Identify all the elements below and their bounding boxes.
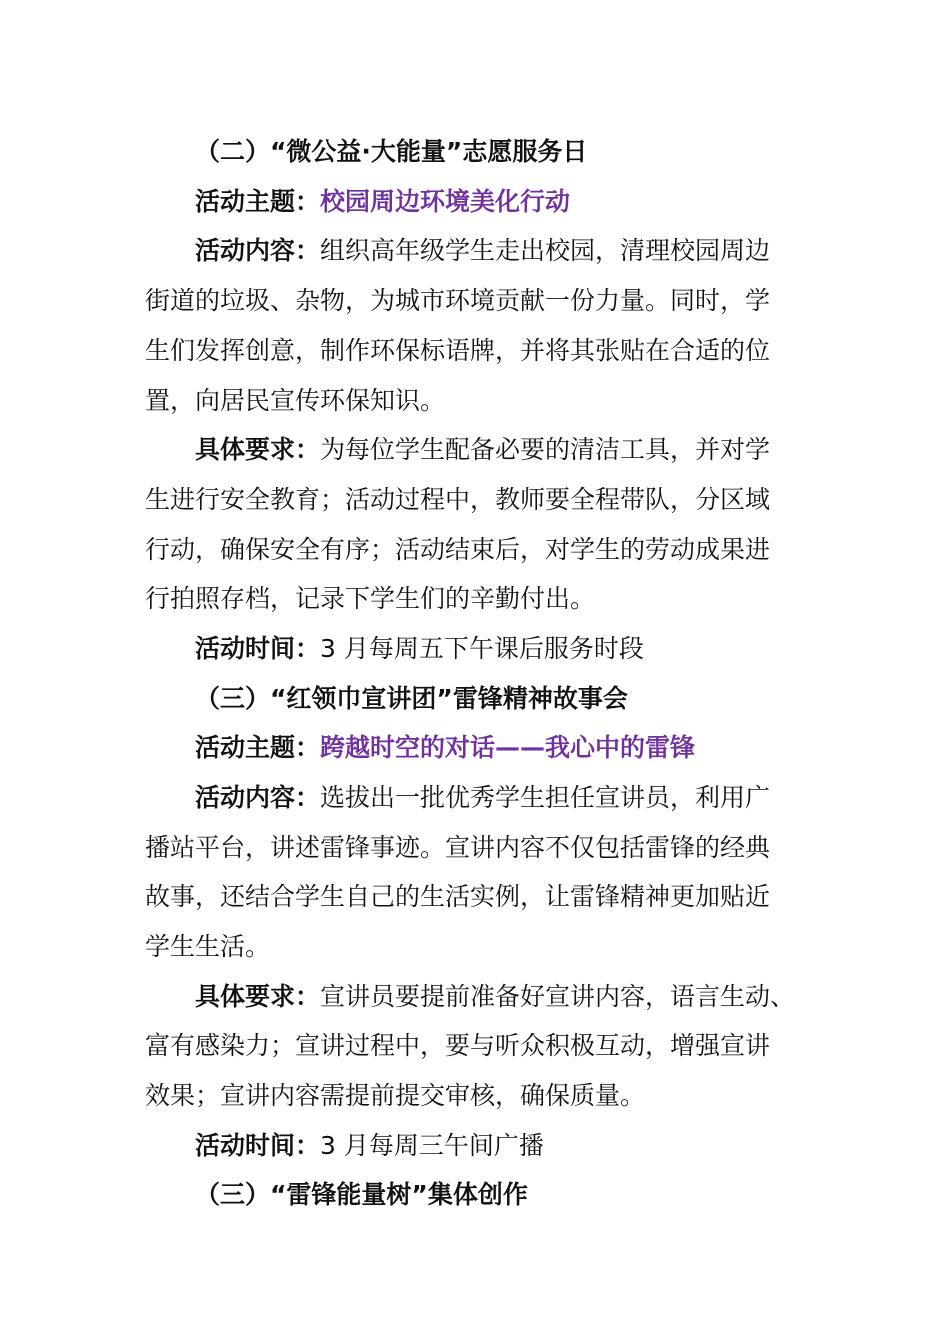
time-value: 3 月每周五下午课后服务时段 (320, 634, 644, 663)
theme-line (195, 731, 695, 765)
section-heading: （二）“微公益·大能量”志愿服务日 (195, 137, 588, 166)
content-text: 组织高年级学生走出校园，清理校园周边 (320, 236, 771, 265)
requirement-label: 具体要求： (195, 435, 321, 464)
time-label: 活动时间： (195, 634, 321, 663)
content-text: 播站平台，讲述雷锋事迹。宣讲内容不仅包括雷锋的经典 (145, 833, 771, 862)
content-text: 置，向居民宣传环保知识。 (145, 386, 446, 415)
requirement-text: 生进行安全教育；活动过程中，教师要全程带队，分区域 (145, 485, 771, 514)
content-line (195, 781, 770, 815)
requirement-text: 行动，确保安全有序；活动结束后，对学生的劳动成果进 (145, 535, 771, 564)
requirement-line (195, 980, 795, 1014)
theme-label: 活动主题： (195, 187, 321, 216)
requirement-label: 具体要求： (195, 982, 321, 1011)
time-line (195, 632, 644, 666)
content-label: 活动内容： (195, 236, 321, 265)
theme-line (195, 185, 570, 219)
theme-label: 活动主题： (195, 733, 321, 762)
content-line (195, 234, 770, 268)
time-line (195, 1129, 544, 1163)
requirement-text: 行拍照存档，记录下学生们的辛勤付出。 (145, 584, 596, 613)
theme-value: 跨越时空的对话——我心中的雷锋 (320, 733, 696, 762)
time-label: 活动时间： (195, 1131, 321, 1160)
section-heading: （三）“红领巾宣讲团”雷锋精神故事会 (195, 684, 628, 713)
content-text: 生们发挥创意，制作环保标语牌，并将其张贴在合适的位 (145, 336, 771, 365)
theme-value: 校园周边环境美化行动 (320, 187, 571, 216)
time-value: 3 月每周三午间广播 (320, 1131, 544, 1160)
requirement-text: 宣讲员要提前准备好宣讲内容，语言生动、 (320, 982, 796, 1011)
section-heading: （三）“雷锋能量树”集体创作 (195, 1180, 528, 1209)
content-text: 选拔出一批优秀学生担任宣讲员，利用广 (320, 783, 771, 812)
requirement-text: 为每位学生配备必要的清洁工具，并对学 (320, 435, 771, 464)
requirement-text: 富有感染力；宣讲过程中，要与听众积极互动，增强宣讲 (145, 1031, 771, 1060)
content-text: 学生生活。 (145, 932, 271, 961)
content-text: 故事，还结合学生自己的生活实例，让雷锋精神更加贴近 (145, 882, 771, 911)
requirement-text: 效果；宣讲内容需提前提交审核，确保质量。 (145, 1081, 646, 1110)
content-label: 活动内容： (195, 783, 321, 812)
requirement-line (195, 433, 770, 467)
content-text: 街道的垃圾、杂物，为城市环境贡献一份力量。同时，学 (145, 286, 771, 315)
